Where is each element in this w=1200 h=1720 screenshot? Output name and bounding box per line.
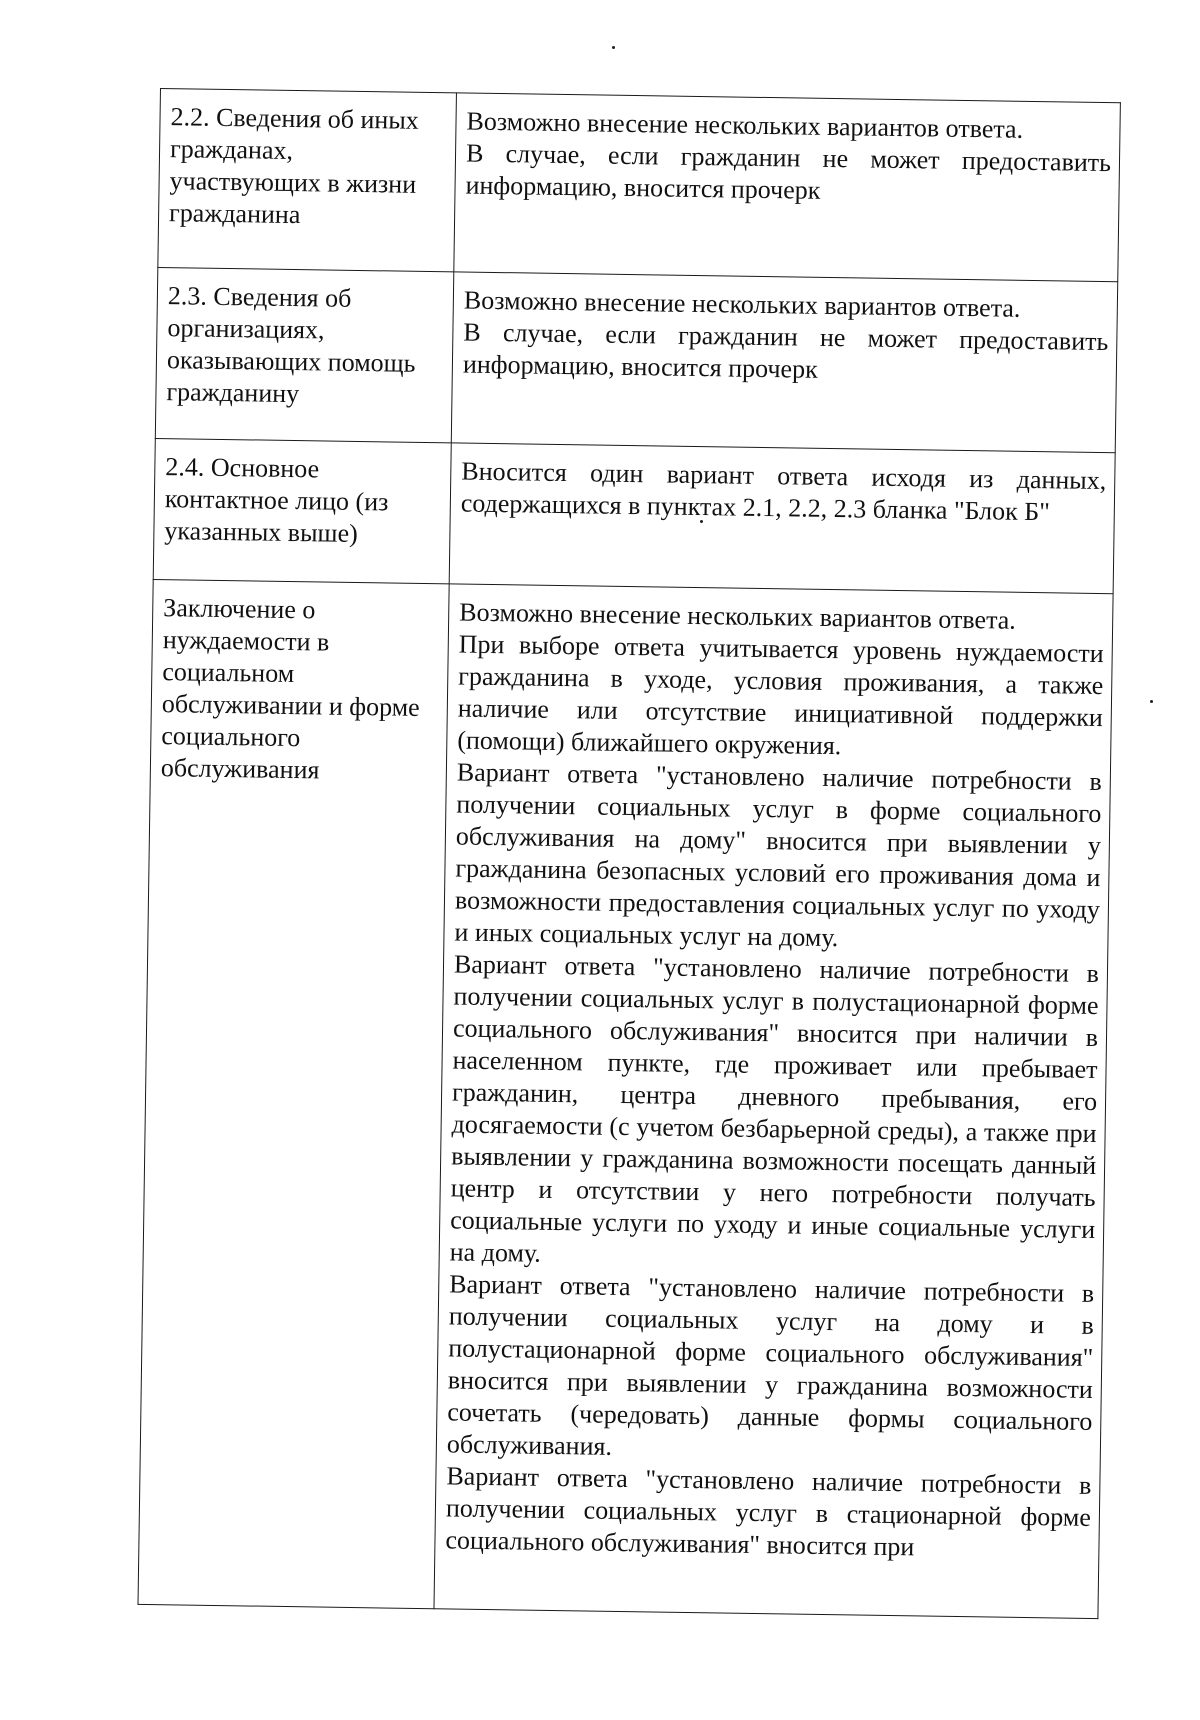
field-name: 2.4. Основное контактное лицо (из указанных выше) — [164, 452, 389, 548]
instruction-paragraph: Вариант ответа "установлено наличие потребности в получении социальных услуг в стационарной форме социального обслуживания" вносится при — [445, 1461, 1092, 1562]
instruction-paragraph: Возможно внесение нескольких вариантов ответа. — [459, 597, 1017, 635]
scan-speck — [612, 46, 615, 49]
instruction-paragraph: В случае, если гражданин не может предоставить информацию, вносится прочерк — [465, 138, 1112, 205]
field-name-cell — [138, 579, 449, 1608]
table-row — [138, 579, 1113, 1618]
field-name: 2.3. Сведения об организациях, оказывающих помощь гражданину — [166, 281, 416, 409]
instruction-paragraph: При выборе ответа учитывается уровень нуждаемости гражданина в уходе, условия проживания, а также наличие или отсутствие инициативной поддержки (помощи) ближайшего окружения. — [457, 629, 1104, 761]
field-name: Заключение о нуждаемости в социальном обслуживании и форме социального обслуживания — [160, 593, 420, 785]
field-instructions-cell — [434, 584, 1113, 1619]
field-name: 2.2. Сведения об иных гражданах, участвующих в жизни гражданина — [168, 102, 420, 230]
instruction-paragraph: Вариант ответа "установлено наличие потребности в получении социальных услуг в форме социального обслуживания на дому" вносится при выявлении у гражданина безопасных условий его проживания дома и возможности предоставления социальных услуг по уходу и иных социальных услуг на дому. — [454, 757, 1103, 953]
field-name-cell — [155, 267, 454, 442]
table-row — [158, 89, 1121, 282]
field-name-cell — [153, 438, 451, 583]
instruction-paragraph: Возможно внесение нескольких вариантов ответа. — [463, 285, 1021, 323]
field-name-cell — [158, 89, 457, 272]
field-instructions-cell — [449, 443, 1115, 594]
instructions-table — [137, 88, 1120, 1619]
scan-speck — [1150, 700, 1153, 703]
instruction-paragraph: Вносится один вариант ответа исходя из данных, содержащихся в пунктах 2.1, 2.2, 2.3 бланка "Блок Б" — [460, 456, 1107, 527]
field-instructions-cell — [451, 272, 1117, 453]
instruction-paragraph: Вариант ответа "установлено наличие потребности в получении социальных услуг на дому и в полустационарной форме социального обслуживания" вносится при выявлении у гражданина возможности сочетать (чередовать) данные формы социального обслуживания. — [446, 1269, 1095, 1461]
instruction-paragraph: В случае, если гражданин не может предоставить информацию, вносится прочерк — [462, 317, 1109, 384]
table-row — [155, 267, 1117, 452]
table-row — [153, 438, 1115, 593]
field-instructions-cell — [454, 93, 1121, 282]
instruction-paragraph: Возможно внесение нескольких вариантов ответа. — [466, 106, 1024, 144]
instruction-paragraph: Вариант ответа "установлено наличие потребности в получении социальных услуг в полустационарной форме социального обслуживания" вносится при наличии в населенном пункте, где проживает или пребывает гражданин, центра дневного пребывания, его досягаемости (с учетом безбарьерной среды), а также при выявлении у гражданина возможности посещать данный центр и отсутствии у него потребности получать социальные услуги по уходу и иные социальные услуги на дому. — [449, 949, 1100, 1268]
